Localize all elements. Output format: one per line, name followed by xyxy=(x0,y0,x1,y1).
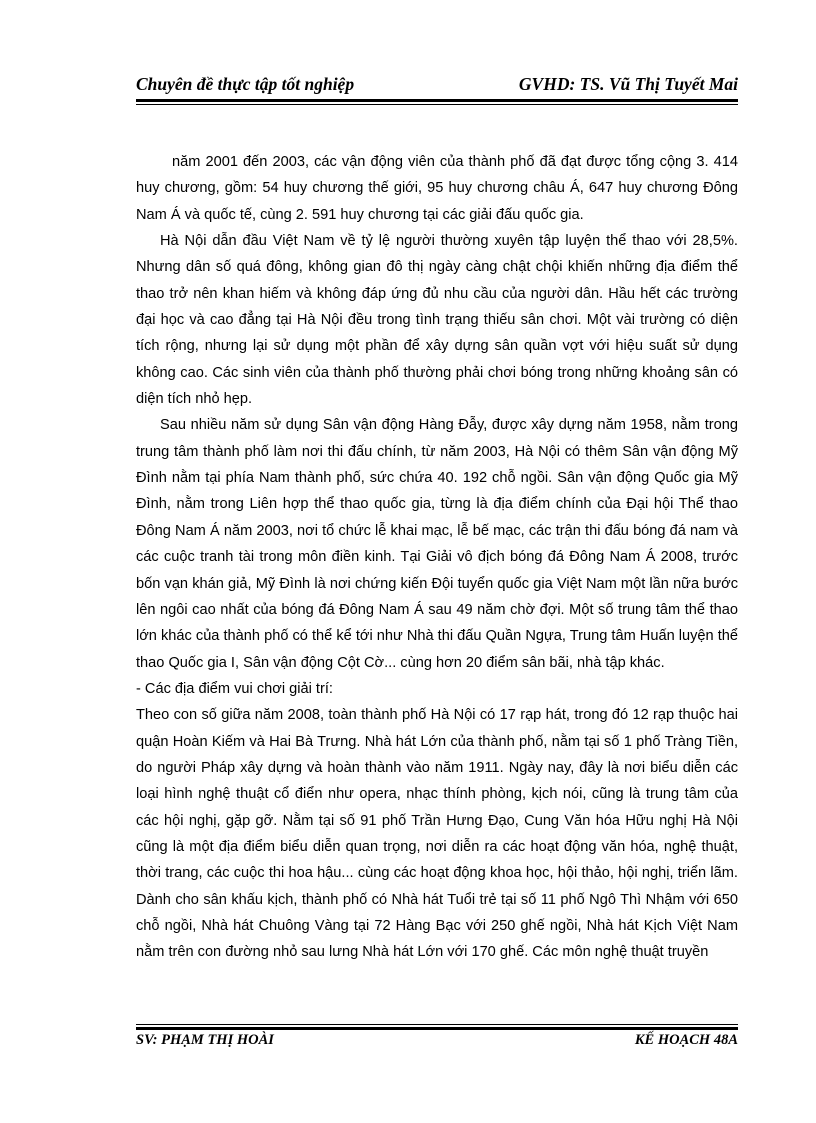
page-footer xyxy=(136,1032,738,1052)
paragraph: Hà Nội dẫn đầu Việt Nam về tỷ lệ người thường xuyên tập luyện thể thao với 28,5%. Nhưng dân số quá đông, không gian đô thị ngày càng chật chội khiến những địa điểm thể thao trở nên khan hiếm và không đáp ứng đủ nhu cầu của người dân. Hầu hết các trường đại học và cao đẳng tại Hà Nội đều trong tình trạng thiếu sân chơi. Một vài trường có diện tích rộng, nhưng lại sử dụng một phần để xây dựng sân quần vợt với hiệu suất sử dụng không cao. Các sinh viên của thành phố thường phải chơi bóng trong những khoảng sân có diện tích nhỏ hẹp. xyxy=(136,233,738,408)
footer-rule-thick xyxy=(136,1027,738,1030)
header-rule-thin xyxy=(136,104,738,105)
section-heading: - Các địa điểm vui chơi giải trí: xyxy=(136,680,333,697)
footer-class: KẾ HOẠCH 48A xyxy=(634,1032,738,1048)
header-rule-thick xyxy=(136,99,738,102)
footer-rule-thin xyxy=(136,1024,738,1025)
paragraph: Theo con số giữa năm 2008, toàn thành phố Hà Nội có 17 rạp hát, trong đó 12 rạp thuộc hai quận Hoàn Kiếm và Hai Bà Trưng. Nhà hát Lớn của thành phố, nằm tại số 1 phố Tràng Tiền, do người Pháp xây dựng và hoàn thành vào năm 1911. Ngày nay, đây là nơi biểu diễn các loại hình nghệ thuật cổ điển như opera, nhạc thính phòng, kịch nói, cũng là trung tâm của các hội nghị, gặp gỡ. Nằm tại số 91 phố Trần Hưng Đạo, Cung Văn hóa Hữu nghị Hà Nội cũng là một địa điểm biểu diễn quan trọng, nơi diễn ra các hoạt động văn hóa, nghệ thuật, thời trang, các cuộc thi hoa hậu... cùng các hoạt động khoa học, hội thảo, hội nghị, triển lãm. Dành cho sân khấu kịch, thành phố có Nhà hát Tuổi trẻ tại số 11 phố Ngô Thì Nhậm với 650 chỗ ngồi, Nhà hát Chuông Vàng tại 72 Hàng Bạc với 250 ghế ngồi, Nhà hát Kịch Việt Nam nằm trên con đường nhỏ sau lưng Nhà hát Lớn với 170 ghế. Các môn nghệ thuật truyền xyxy=(136,707,738,961)
paragraph: năm 2001 đến 2003, các vận động viên của thành phố đã đạt được tổng cộng 3. 414 huy chương, gồm: 54 huy chương thế giới, 95 huy chương châu Á, 647 huy chương Đông Nam Á và quốc tế, cùng 2. 591 huy chương tại các giải đấu quốc gia. xyxy=(136,154,738,223)
header-supervisor: GVHD: TS. Vũ Thị Tuyết Mai xyxy=(518,74,738,94)
footer-student-name: SV: PHẠM THỊ HOÀI xyxy=(136,1032,274,1048)
body-text xyxy=(136,149,738,966)
page-header xyxy=(136,74,738,98)
paragraph: Sau nhiều năm sử dụng Sân vận động Hàng Đẫy, được xây dựng năm 1958, nằm trong trung tâm thành phố làm nơi thi đấu chính, từ năm 2003, Hà Nội có thêm Sân vận động Mỹ Đình nằm tại phía Nam thành phố, sức chứa 40. 192 chỗ ngồi. Sân vận động Quốc gia Mỹ Đình, nằm trong Liên hợp thể thao quốc gia, từng là địa điểm chính của Đại hội Thể thao Đông Nam Á năm 2003, nơi tổ chức lễ khai mạc, lễ bế mạc, các trận thi đấu bóng đá nam và các cuộc tranh tài trong môn điền kinh. Tại Giải vô địch bóng đá Đông Nam Á 2008, trước bốn vạn khán giả, Mỹ Đình là nơi chứng kiến Đội tuyển quốc gia Việt Nam một lần nữa bước lên ngôi cao nhất của bóng đá Đông Nam Á sau 49 năm chờ đợi. Một số trung tâm thể thao lớn khác của thành phố có thể kể tới như Nhà thi đấu Quần Ngựa, Trung tâm Huấn luyện thể thao Quốc gia I, Sân vận động Cột Cờ... cùng hơn 20 điểm sân bãi, nhà tập khác. xyxy=(136,417,738,671)
header-thesis-title: Chuyên đề thực tập tốt nghiệp xyxy=(136,74,355,94)
